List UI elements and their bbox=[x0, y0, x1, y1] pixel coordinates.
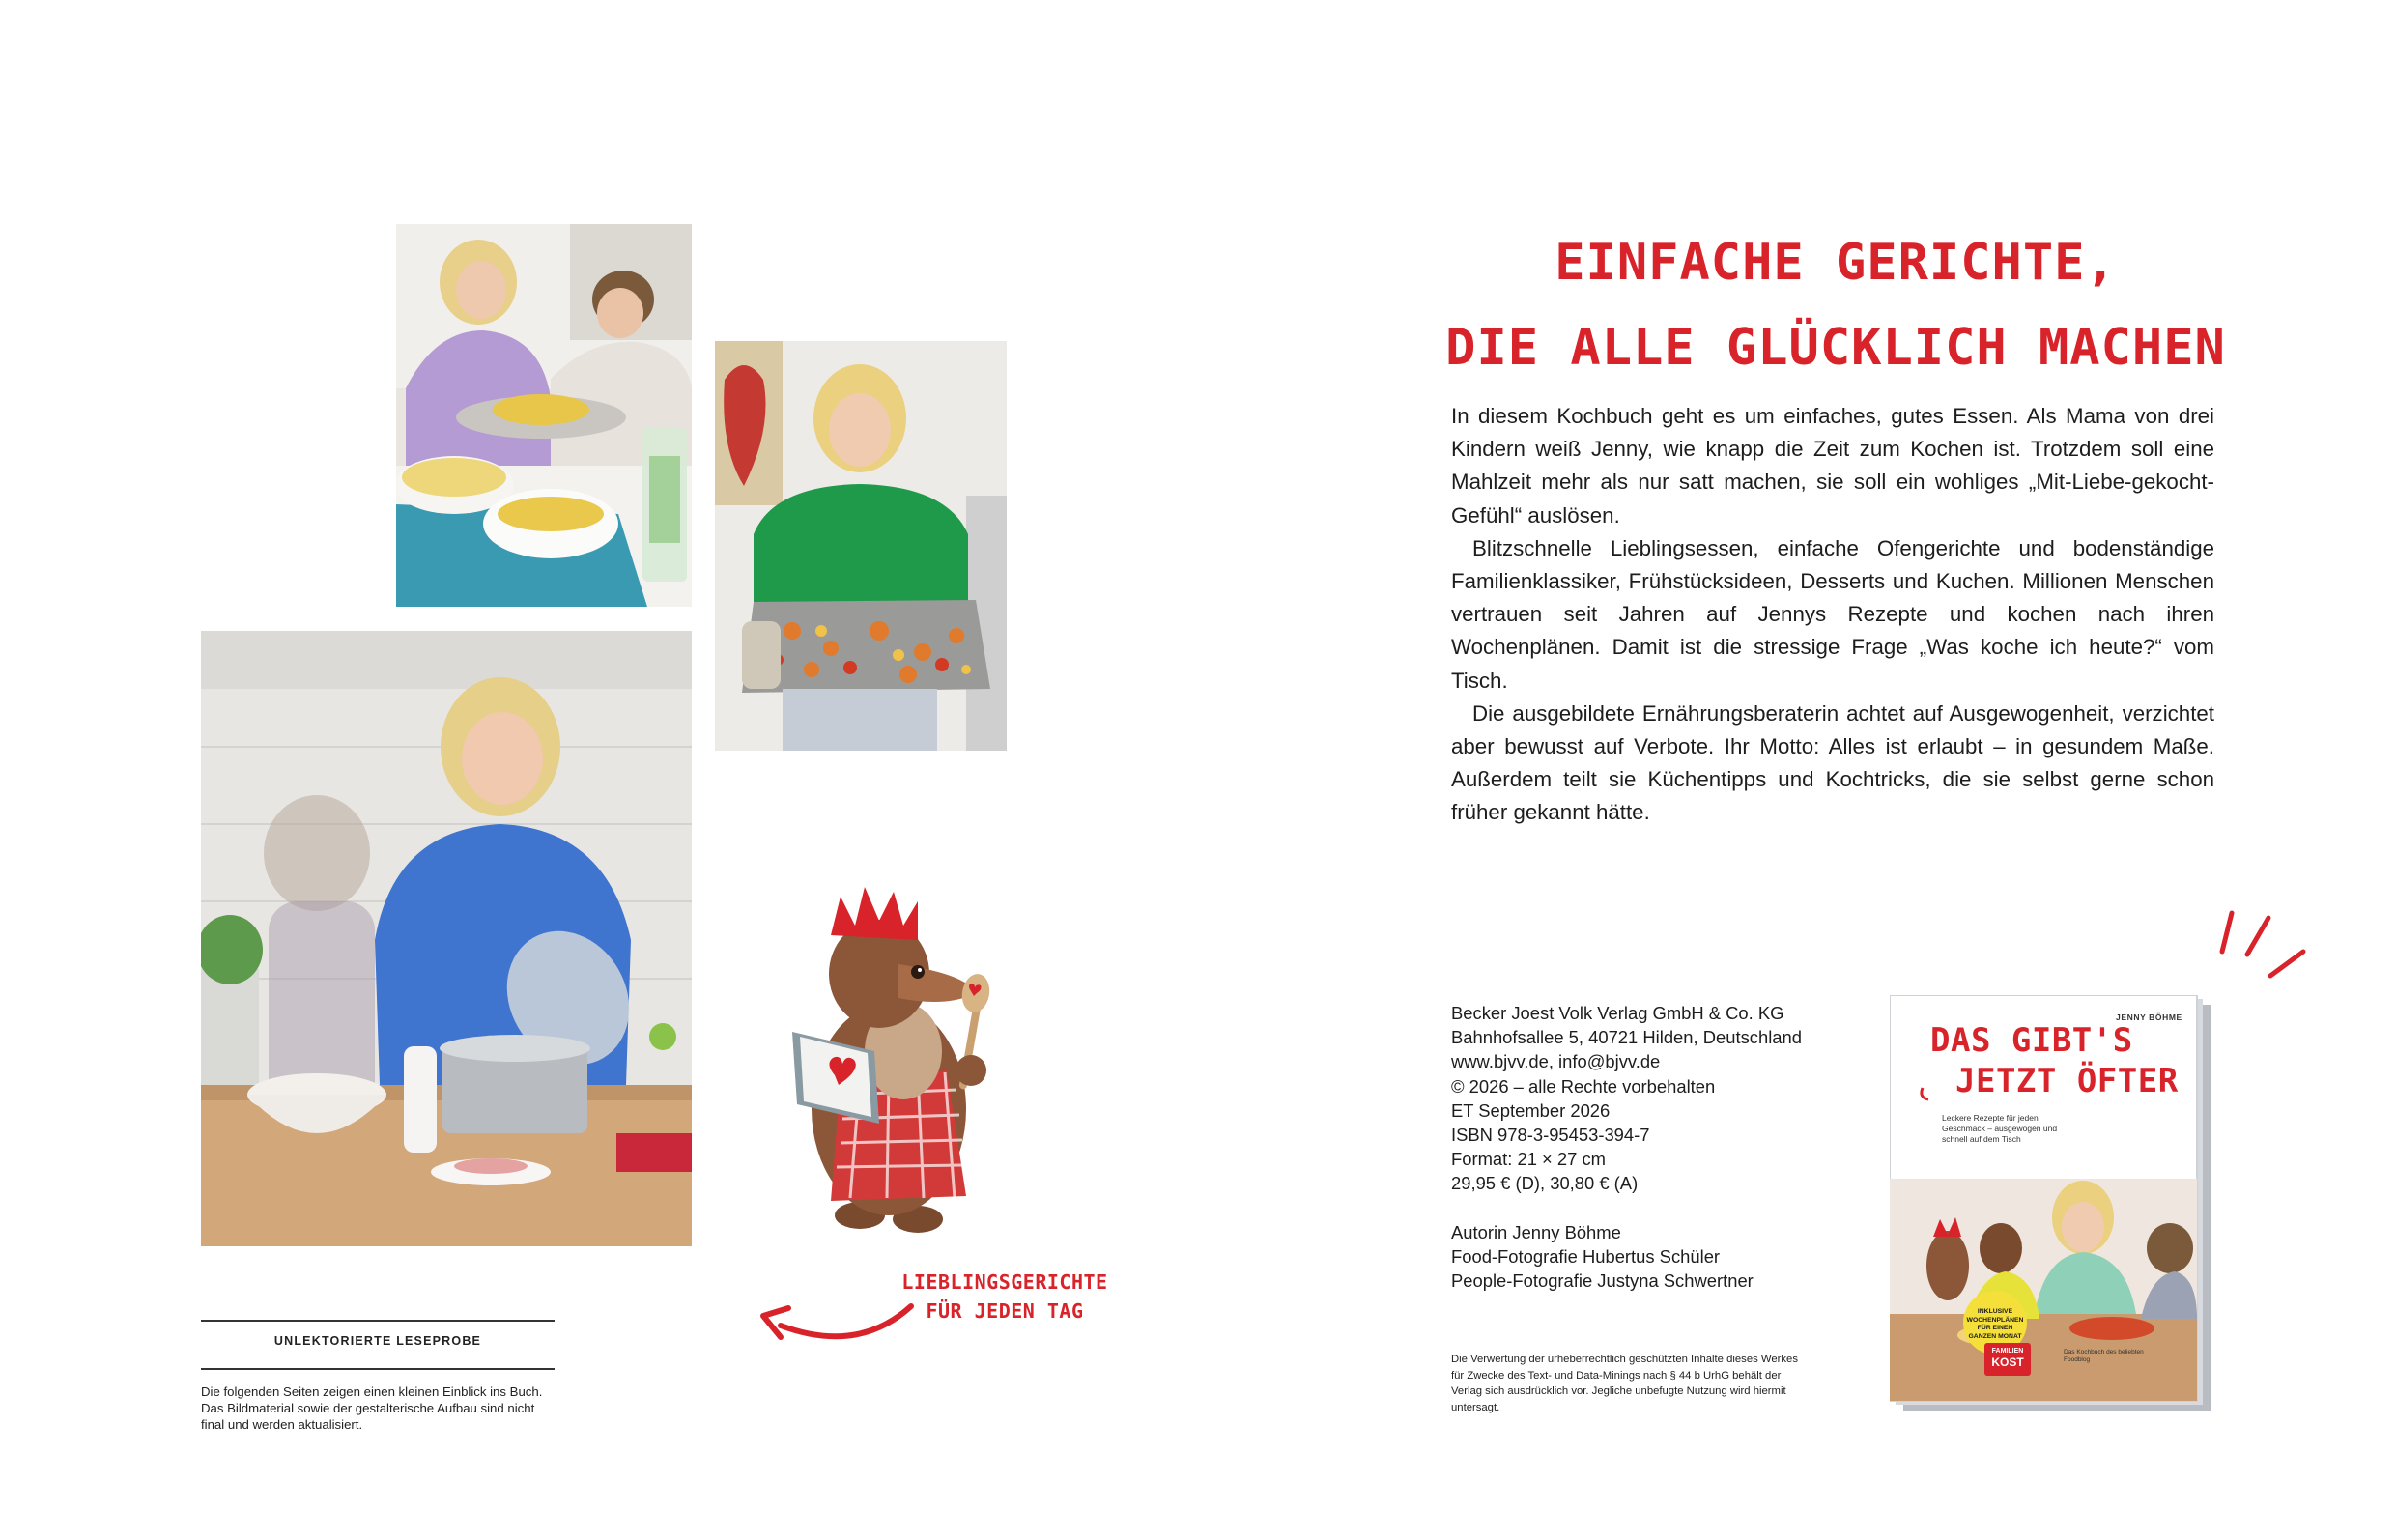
legal-notice: Die Verwertung der urheberrechtlich geschützten Inhalte dieses Werkes für Zwecke des Text- und Data-Minings nach § 44 b UrhG behält der Verlag sich ausdrücklich vor. Jegliche unbefugte Nutzung wird hiermit untersagt. bbox=[1451, 1354, 1798, 1413]
cover-badge: INKLUSIVE WOCHENPLÄNEN FÜR EINEN GANZEN MONAT bbox=[1963, 1291, 2027, 1355]
imprint-block bbox=[1451, 1001, 1905, 1293]
cover-title-line2: JETZT ÖFTER bbox=[1955, 1062, 2179, 1100]
photo-cooking-kitchen bbox=[201, 631, 692, 1246]
photo-tray-vegetables bbox=[715, 341, 1007, 751]
cover-logo bbox=[1984, 1343, 2031, 1376]
imprint-author: Autorin Jenny Böhme bbox=[1451, 1221, 1621, 1242]
imprint-isbn: ISBN 978-3-95453-394-7 bbox=[1451, 1125, 1650, 1146]
imprint-web: www.bjvv.de, info@bjvv.de bbox=[1451, 1051, 1661, 1072]
imprint-release: ET September 2026 bbox=[1451, 1099, 1611, 1121]
imprint-address: Bahnhofsallee 5, 40721 Hilden, Deutschland bbox=[1451, 1027, 1802, 1048]
body-paragraph-3: Die ausgebildete Ernährungsberaterin achtet auf Ausgewogenheit, verzichtet aber bewusst auf Verbote. Ihr Motto: Alles ist erlaubt – in gesundem Maße. Außerdem teilt sie Küchentipps und Kochtricks, die sie selbst gerne schon früher gekannt hätte. bbox=[1451, 700, 2214, 825]
mascot-caption-line2: FÜR JEDEN TAG bbox=[926, 1299, 1084, 1323]
headline-line1: EINFACHE GERICHTE, bbox=[1555, 234, 2117, 292]
imprint-people-photo: People-Fotografie Justyna Schwertner bbox=[1451, 1270, 1754, 1292]
sparkle-lines-icon bbox=[2203, 898, 2309, 985]
note-rule-top bbox=[201, 1320, 555, 1322]
cover-subtitle: Leckere Rezepte für jeden Geschmack – ausgewogen und schnell auf dem Tisch bbox=[1942, 1113, 2058, 1144]
mascot-caption-line1: LIEBLINGSGERICHTE bbox=[901, 1270, 1108, 1294]
cover-title-line1: DAS GIBT'S bbox=[1930, 1021, 2133, 1060]
imprint-format: Format: 21 × 27 cm bbox=[1451, 1149, 1606, 1170]
body-paragraph-2: Blitzschnelle Lieblingsessen, einfache Ofengerichte und bodenständige Familienklassiker, Frühstücksideen, Desserts und Kuchen. Millionen Menschen vertrauen seit Jahren auf Jennys Rezepte und kochen nach ihren Wochenplänen. Damit ist die stressige Frage „Was koche ich heute?“ vom Tisch. bbox=[1451, 535, 2214, 693]
imprint-food-photo: Food-Fotografie Hubertus Schüler bbox=[1451, 1245, 1721, 1267]
cover-author: JENNY BÖHME bbox=[2116, 1012, 2182, 1022]
note-title: UNLEKTORIERTE LESEPROBE bbox=[273, 1334, 482, 1348]
imprint-copyright: © 2026 – alle Rechte vorbehalten bbox=[1451, 1075, 1716, 1097]
page-headline bbox=[1420, 220, 2251, 390]
body-paragraph-1: In diesem Kochbuch geht es um einfaches, gutes Essen. Als Mama von drei Kindern weiß Jenny, wie knapp die Zeit zum Kochen ist. Trotzdem soll eine Mahlzeit mehr als nur satt machen, sie soll ein wohliges „Mit-Liebe-gekocht-Gefühl“ auslösen. bbox=[1451, 404, 2214, 528]
note-text: Die folgenden Seiten zeigen einen kleinen Einblick ins Buch. Das Bildmaterial sowie der gestalterische Aufbau sind nicht final und werden aktualisiert. bbox=[201, 1384, 543, 1432]
cover-logo-top: FAMILIEN bbox=[1991, 1348, 2024, 1355]
headline-line2: DIE ALLE GLÜCKLICH MACHEN bbox=[1445, 319, 2226, 377]
hedgehog-mascot-illustration bbox=[773, 887, 1036, 1241]
body-text bbox=[1451, 400, 2214, 830]
note-rule-bottom bbox=[201, 1368, 555, 1370]
imprint-price: 29,95 € (D), 30,80 € (A) bbox=[1451, 1173, 1639, 1194]
cover-logo-bottom: KOST bbox=[1991, 1355, 2024, 1369]
imprint-publisher: Becker Joest Volk Verlag GmbH & Co. KG bbox=[1451, 1003, 1784, 1023]
photo-serving-potatoes bbox=[396, 224, 692, 607]
mascot-caption bbox=[898, 1268, 1111, 1326]
cover-tagline: Das Kochbuch des beliebten Foodblog bbox=[2064, 1349, 2144, 1363]
